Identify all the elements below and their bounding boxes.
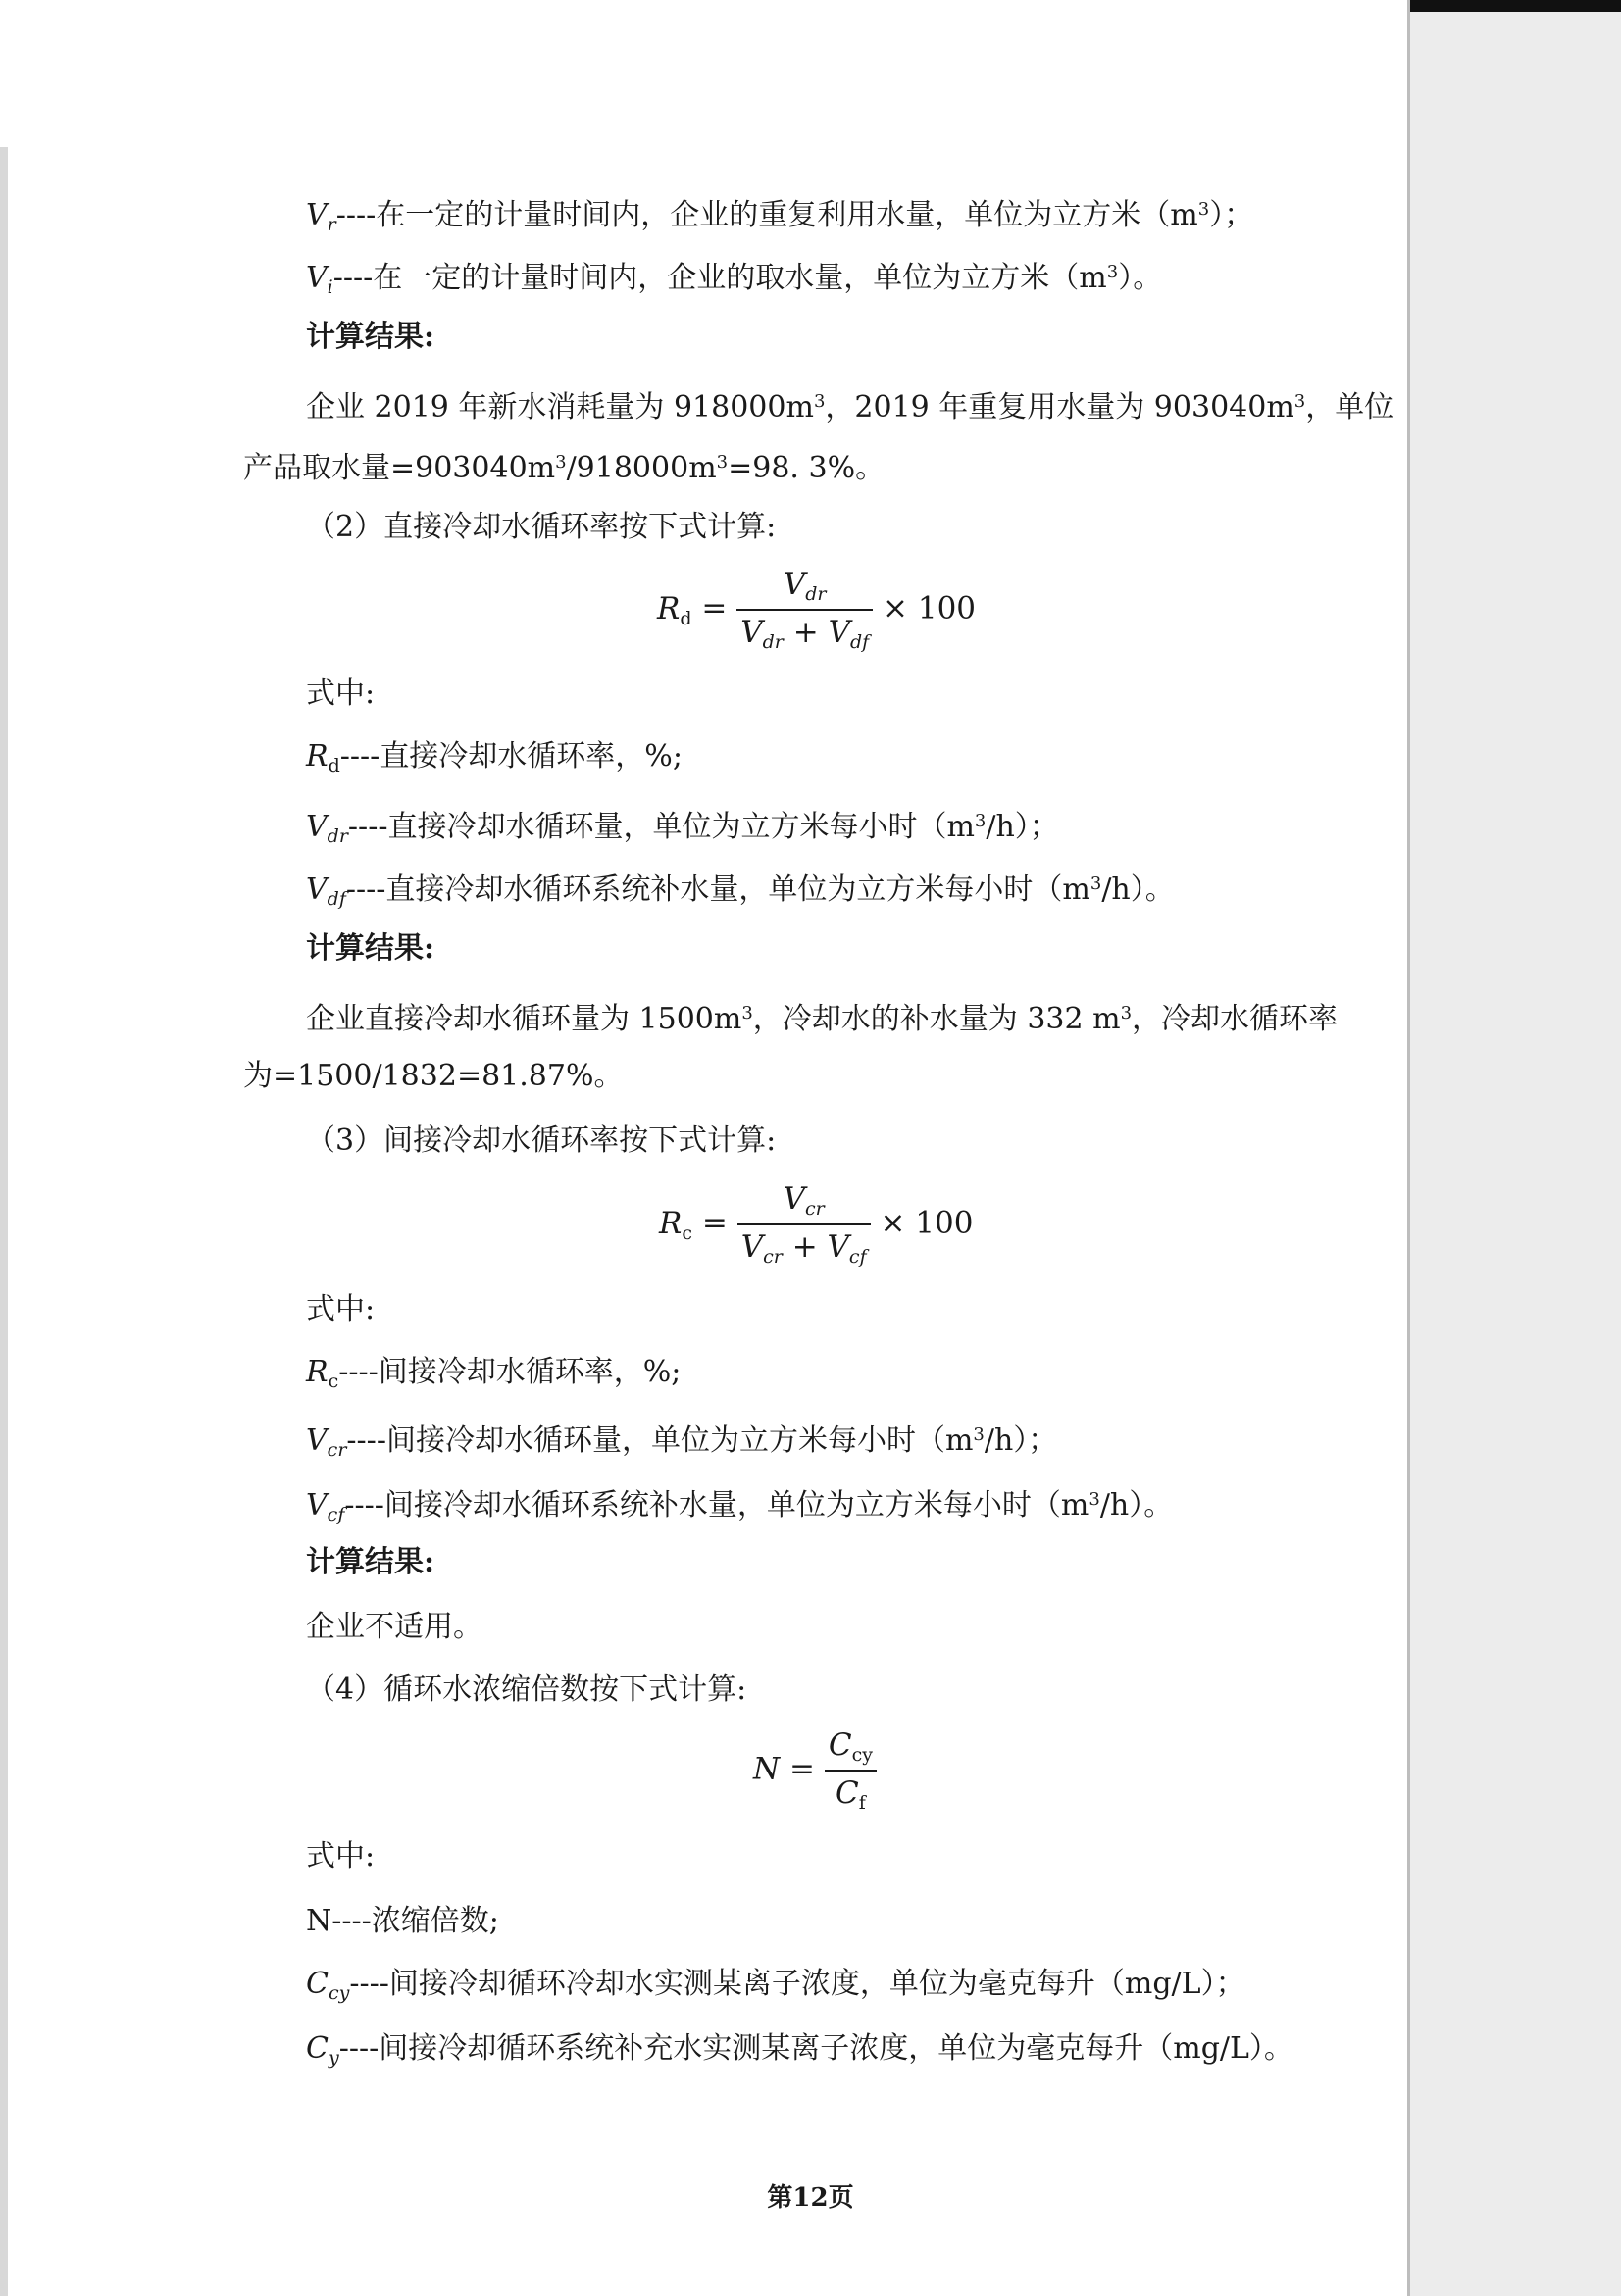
- vr-symbol: $V_r$: [306, 198, 336, 235]
- scan-margin-top-dark: [1409, 0, 1621, 12]
- page-edge: [1407, 0, 1410, 2296]
- formula-rc-fraction: $\frac{V_{cr}}{V_{cr} + V_{cf}}$: [737, 1181, 871, 1268]
- formula-n-fraction: $\frac{C_{cy}}{C_f}$: [825, 1727, 877, 1814]
- calc-result-heading-1: 计算结果:: [306, 320, 435, 354]
- ccy-definition: $C_{cy}----$间接冷却循环冷却水实测某离子浓度，单位为毫克每升（mg/L）；: [306, 1967, 1245, 2004]
- paragraph-1-line-1: 企业 2019 年新水消耗量为 $918000m^3$，2019 年重复用水量为 $903040m^3$，单位: [306, 390, 1394, 424]
- vi-symbol: $V_i$: [306, 261, 333, 298]
- vi-definition: $V_i----$在一定的计量时间内，企业的取水量，单位为立方米$(m^3)$。: [306, 261, 1163, 298]
- cy-definition: $C_y----$间接冷却循环系统补充水实测某离子浓度，单位为毫克每升（mg/L）。: [306, 2031, 1293, 2069]
- heading-2: （2）直接冷却水循环率按下式计算:: [306, 510, 777, 544]
- vdr-definition: $V_{dr}----$直接冷却水循环量，单位为立方米每小时$(m^3/h)$；: [306, 810, 1059, 847]
- vdf-definition: $V_{df}----$直接冷却水循环系统补水量，单位为立方米每小时$(m^3/h)$。: [306, 873, 1175, 910]
- rc-definition: $R_c----$间接冷却水循环率，%;: [306, 1355, 682, 1392]
- vr-definition: $V_r----$在一定的计量时间内，企业的重复利用水量，单位为立方米$(m^3)$；: [306, 198, 1254, 235]
- rd-definition: $R_d----$直接冷却水循环率，%;: [306, 739, 683, 776]
- calc-result-heading-2: 计算结果:: [306, 931, 435, 966]
- heading-3: （3）间接冷却水循环率按下式计算:: [306, 1123, 777, 1158]
- vcf-definition: $V_{cf}----$间接冷却水循环系统补水量，单位为立方米每小时$(m^3/h)$。: [306, 1488, 1174, 1525]
- formula-rd-fraction: $\frac{V_{dr}}{V_{dr} + V_{df}}$: [736, 567, 873, 653]
- formula-rd: $R_d$ = $\frac{V_{dr}}{V_{dr} + V_{df}}$ × 100: [657, 567, 977, 653]
- formula-n: N = $\frac{C_{cy}}{C_f}$: [753, 1727, 877, 1814]
- paragraph-3: 企业不适用。: [306, 1610, 482, 1644]
- page-number: 第12页: [767, 2183, 854, 2213]
- shizhong-2: 式中:: [306, 1292, 376, 1326]
- paragraph-1-line-2: 产品取水量$=903040m^3/918000m^3=98$. 3%。: [243, 451, 886, 485]
- calc-result-heading-3: 计算结果:: [306, 1545, 435, 1579]
- vcr-definition: $V_{cr}----$间接冷却水循环量，单位为立方米每小时$(m^3/h)$；: [306, 1423, 1058, 1461]
- n-definition: N----浓缩倍数;: [306, 1904, 499, 1938]
- shizhong-3: 式中:: [306, 1839, 376, 1873]
- shizhong-1: 式中:: [306, 676, 376, 711]
- scan-margin-right: [1409, 0, 1621, 2296]
- scan-margin-left: [0, 147, 8, 2296]
- paragraph-2-line-2: 为=1500/1832=81.87%。: [243, 1059, 624, 1093]
- formula-rc: $R_c$ = $\frac{V_{cr}}{V_{cr} + V_{cf}}$ × 100: [659, 1181, 974, 1268]
- heading-4: （4）循环水浓缩倍数按下式计算:: [306, 1672, 747, 1707]
- paragraph-2-line-1: 企业直接冷却水循环量为 $1500m^3$，冷却水的补水量为 332 $m^3$，冷却水循环率: [306, 1002, 1339, 1036]
